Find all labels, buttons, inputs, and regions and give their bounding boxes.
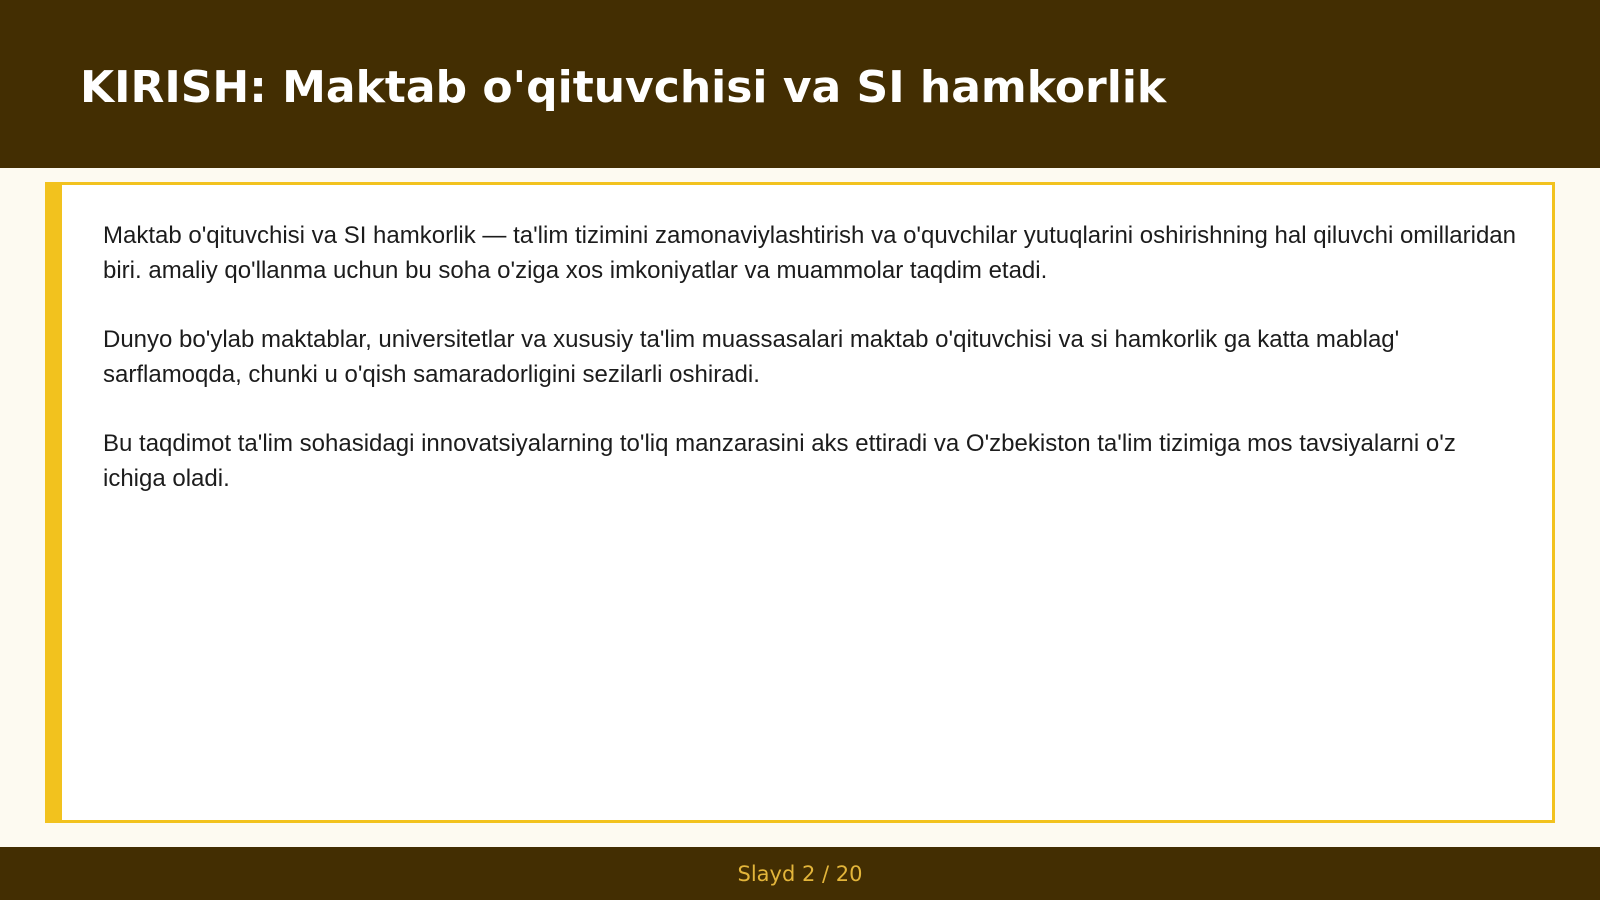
content-paragraph: Maktab o'qituvchisi va SI hamkorlik — ta'lim tizimini zamonaviylashtirish va o'quvchilar yutuqlarini oshirishning hal qiluvchi omillaridan biri. amaliy qo'llanma uchun bu soha o'ziga xos imkoniyatlar va muammolar taqdim etadi. [103,222,1516,284]
slide-footer [0,847,1600,900]
slide-number: Slayd 2 / 20 [737,862,863,886]
content-paragraph: Bu taqdimot ta'lim sohasidagi innovatsiyalarning to'liq manzarasini aks ettiradi va O'zbekiston ta'lim tizimiga mos tavsiyalarni o'z ichiga oladi. [103,430,1456,492]
content-box [45,182,1555,823]
slide-header [0,0,1600,168]
slide-title: KIRISH: Maktab o'qituvchisi va SI hamkorlik [80,62,1167,113]
content-paragraph: Dunyo bo'ylab maktablar, universitetlar va xususiy ta'lim muassasalari maktab o'qituvchisi va si hamkorlik ga katta mablag' sarflamoqda, chunki u o'qish samaradorligini sezilarli oshiradi. [103,326,1400,388]
